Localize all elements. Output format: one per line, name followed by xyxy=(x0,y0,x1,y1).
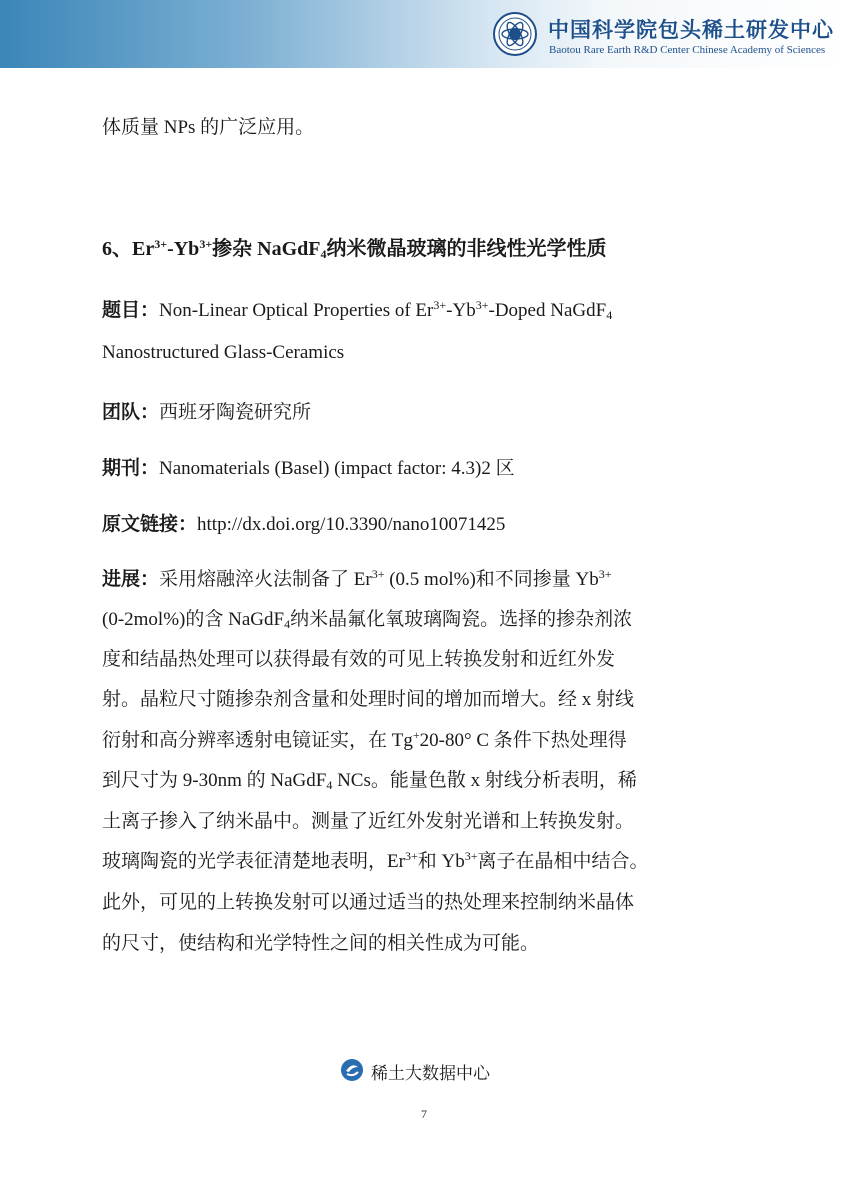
progress-line-8: 玻璃陶瓷的光学表征清楚地表明，$Er^{3+}$和 $Yb^{3+}$离子在晶相中结合。 xyxy=(102,849,649,872)
progress-line-10: 的尺寸，使结构和光学特性之间的相关性成为可能。 xyxy=(102,933,540,954)
journal-value: Nanomaterials (Basel) (impact factor: 4.3)2 区 xyxy=(159,458,515,479)
title-label: 题目： xyxy=(102,300,160,321)
team-label: 团队： xyxy=(102,402,160,423)
org-name-english: Baotou Rare Earth R&D Center Chinese Academy of Sciences xyxy=(549,44,826,56)
progress-line-9: 此外，可见的上转换发射可以通过适当的热处理来控制纳米晶体 xyxy=(102,892,635,913)
paper-title-line2: Nanostructured Glass-Ceramics xyxy=(102,342,345,363)
progress-line-6: 到尺寸为 9-30nm 的 NaGdF$_4$ NCs。能量色散 x 射线分析表明，稀 xyxy=(102,770,637,792)
progress-line-5: 衍射和高分辨率透射电镜证实，在 Tg+20-80° C 条件下热处理得 xyxy=(102,728,627,751)
org-name-chinese: 中国科学院包头稀土研发中心 xyxy=(548,17,834,42)
journal-label: 期刊： xyxy=(102,458,160,479)
progress-line-4: 射。晶粒尺寸随掺杂剂含量和处理时间的增加而增大。经 x 射线 xyxy=(102,689,635,710)
continuation-text: 体质量 NPs 的广泛应用。 xyxy=(102,117,315,138)
page-number: 7 xyxy=(421,1107,427,1121)
rare-earth-big-data-logo-icon xyxy=(340,1058,364,1082)
progress-line-2: (0-2mol%)的含 NaGdF$_4$纳米晶氟化氧玻璃陶瓷。选择的掺杂剂浓 xyxy=(102,609,633,631)
article-link[interactable]: http://dx.doi.org/10.3390/nano10071425 xyxy=(197,514,506,535)
team-value: 西班牙陶瓷研究所 xyxy=(159,402,312,423)
page-header xyxy=(0,0,848,68)
link-label: 原文链接： xyxy=(102,514,198,535)
journal-row xyxy=(102,453,515,480)
progress-label: 进展： xyxy=(102,569,160,590)
progress-line-3: 度和结晶热处理可以获得最有效的可见上转换发射和近红外发 xyxy=(102,649,616,670)
progress-line-1: 进展：采用熔融淬火法制备了 $Er^{3+}$ (0.5 mol%)和不同掺量 $Yb^{3+}$ xyxy=(102,567,612,590)
team-row xyxy=(102,397,311,424)
section-heading: 6、$Er^{3+}-Yb^{3+}$掺杂 NaGdF$_4$纳米微晶玻璃的非线性光学性质 xyxy=(102,237,607,261)
footer-brand-text: 稀土大数据中心 xyxy=(371,1064,490,1084)
cas-emblem-icon xyxy=(493,12,537,56)
paper-title: 题目：Non-Linear Optical Properties of $Er^{3+}-Yb^{3+}$-Doped NaGdF$_4$ xyxy=(102,298,613,322)
link-row xyxy=(102,509,505,536)
progress-line-7: 土离子掺入了纳米晶中。测量了近红外发射光谱和上转换发射。 xyxy=(102,811,635,832)
